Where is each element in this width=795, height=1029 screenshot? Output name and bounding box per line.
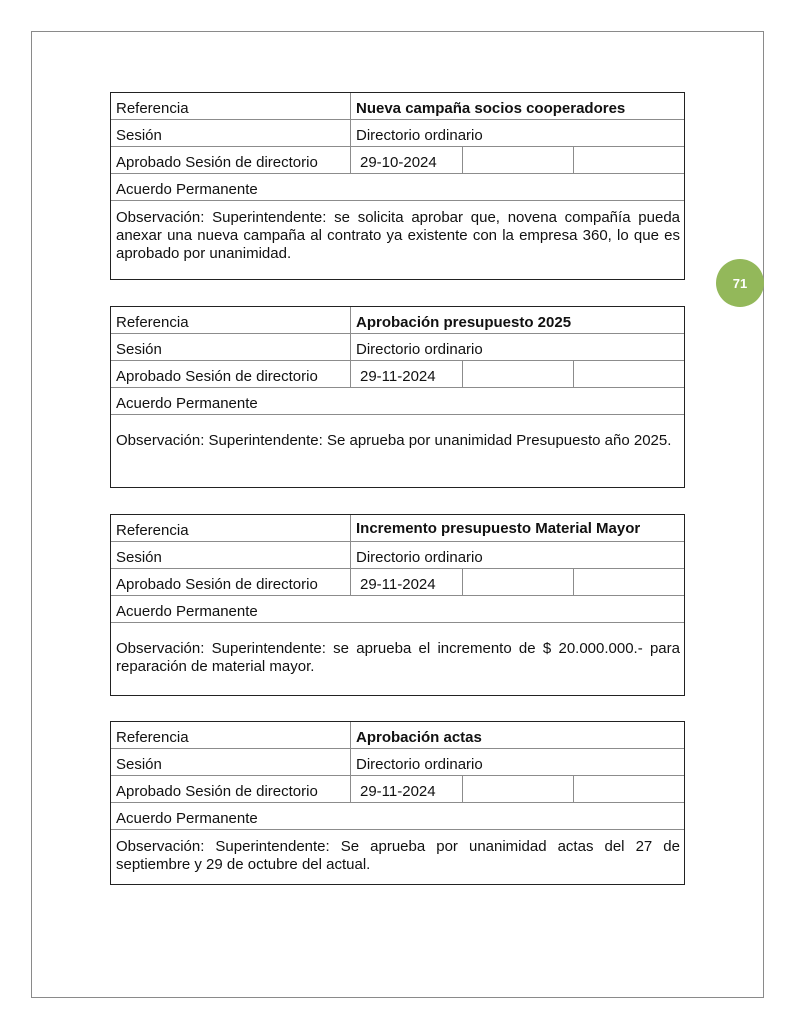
referencia-row — [111, 515, 684, 542]
acuerdo-label: Acuerdo Permanente — [116, 810, 258, 827]
sesion-label: Sesión — [111, 120, 351, 146]
observacion-text: Observación: Superintendente: se aprueba el incremento de $ 20.000.000.- para reparación de material mayor. — [116, 640, 680, 675]
sesion-row — [111, 749, 684, 776]
sesion-value: Directorio ordinario — [356, 341, 483, 358]
referencia-label: Referencia — [111, 307, 351, 333]
sesion-row — [111, 542, 684, 569]
referencia-value: Incremento presupuesto Material Mayor — [356, 519, 641, 537]
aprobado-label: Aprobado Sesión de directorio — [111, 776, 351, 802]
acuerdo-row — [111, 803, 684, 830]
observacion-text: Observación: Superintendente: Se aprueba por unanimidad Presupuesto año 2025. — [116, 432, 672, 449]
referencia-row — [111, 722, 684, 749]
acuerdo-label: Acuerdo Permanente — [116, 395, 258, 412]
referencia-value: Aprobación actas — [356, 729, 482, 746]
aprobado-row — [111, 569, 684, 596]
aprobado-row — [111, 776, 684, 803]
empty-cell — [463, 361, 574, 387]
referencia-value: Nueva campaña socios cooperadores — [356, 100, 626, 117]
empty-cell — [574, 569, 684, 595]
aprobado-date: 29-11-2024 — [351, 776, 463, 802]
sesion-label: Sesión — [111, 542, 351, 568]
empty-cell — [463, 776, 574, 802]
aprobado-label: Aprobado Sesión de directorio — [111, 569, 351, 595]
sesion-row — [111, 334, 684, 361]
aprobado-label: Aprobado Sesión de directorio — [111, 147, 351, 173]
sesion-value: Directorio ordinario — [356, 756, 483, 773]
observacion-text: Observación: Superintendente: se solicita aprobar que, novena compañía pueda anexar una nueva campaña al contrato ya existente con la empresa 360, lo que es aprobado por unanimidad. — [116, 209, 680, 262]
acuerdo-label: Acuerdo Permanente — [116, 603, 258, 620]
aprobado-date: 29-11-2024 — [351, 361, 463, 387]
acuerdo-row — [111, 388, 684, 415]
aprobado-label: Aprobado Sesión de directorio — [111, 361, 351, 387]
aprobado-row — [111, 147, 684, 174]
referencia-row — [111, 307, 684, 334]
agreement-record — [110, 514, 685, 696]
sesion-label: Sesión — [111, 334, 351, 360]
agreement-record — [110, 92, 685, 280]
referencia-row — [111, 93, 684, 120]
agreement-record — [110, 306, 685, 488]
sesion-row — [111, 120, 684, 147]
aprobado-date: 29-11-2024 — [351, 569, 463, 595]
acuerdo-row — [111, 596, 684, 623]
aprobado-date: 29-10-2024 — [351, 147, 463, 173]
sesion-value: Directorio ordinario — [356, 549, 483, 566]
sesion-label: Sesión — [111, 749, 351, 775]
referencia-label: Referencia — [111, 93, 351, 119]
referencia-value: Aprobación presupuesto 2025 — [356, 314, 572, 331]
empty-cell — [463, 569, 574, 595]
acuerdo-label: Acuerdo Permanente — [116, 181, 258, 198]
referencia-label: Referencia — [111, 722, 351, 748]
referencia-label: Referencia — [111, 515, 351, 541]
empty-cell — [574, 147, 684, 173]
agreement-record — [110, 721, 685, 885]
acuerdo-row — [111, 174, 684, 201]
empty-cell — [574, 776, 684, 802]
observacion-text: Observación: Superintendente: Se aprueba por unanimidad actas del 27 de septiembre y 29 de octubre del actual. — [116, 838, 680, 873]
sesion-value: Directorio ordinario — [356, 127, 483, 144]
aprobado-row — [111, 361, 684, 388]
empty-cell — [574, 361, 684, 387]
page-number-badge: 71 — [716, 259, 764, 307]
empty-cell — [463, 147, 574, 173]
